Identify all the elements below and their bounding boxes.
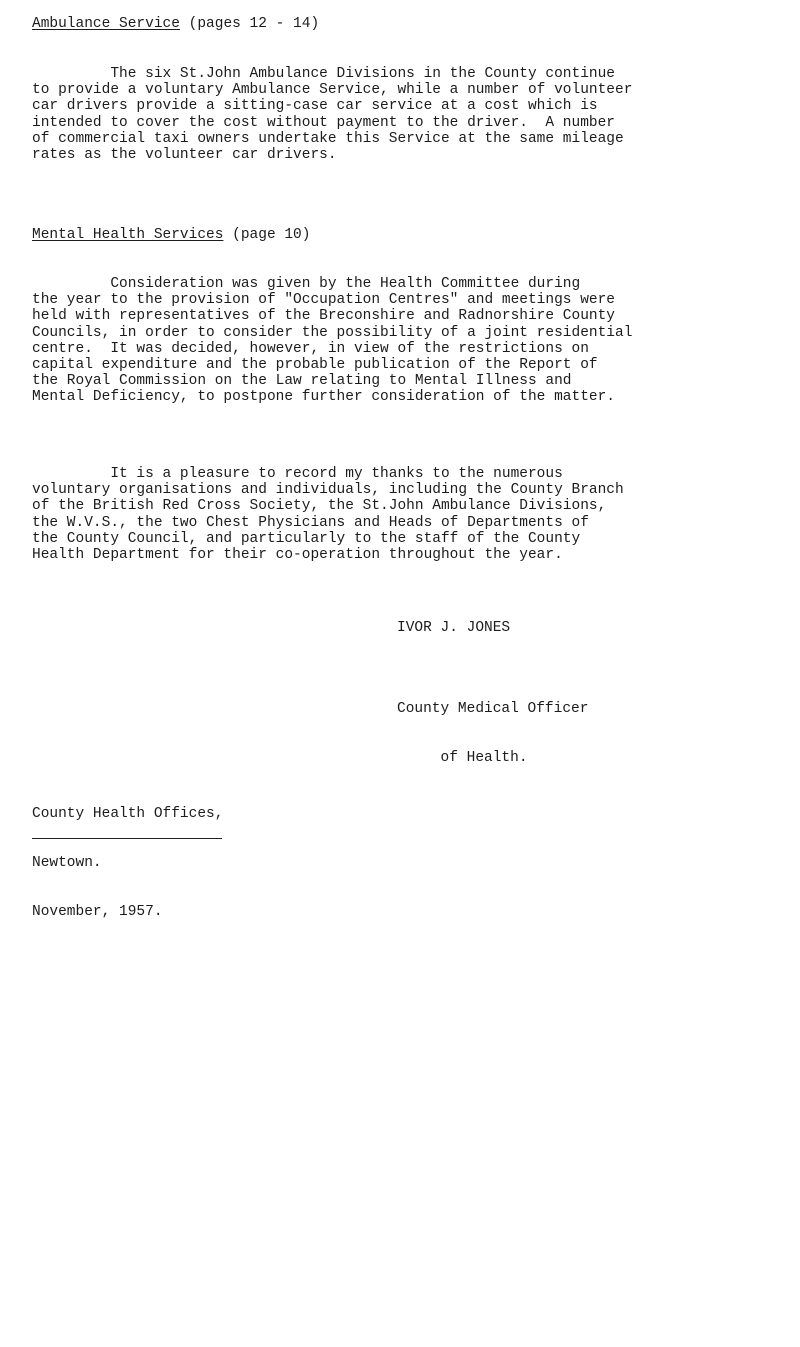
paragraph-line: Consideration was given by the Health Committee during bbox=[32, 276, 581, 292]
paragraph-line: The six St.John Ambulance Divisions in the County continue bbox=[32, 66, 615, 82]
mental-health-paragraph bbox=[32, 276, 772, 406]
mental-health-heading-ref: (page 10) bbox=[232, 227, 311, 243]
paragraph-line: car drivers provide a sitting-case car service at a cost which is bbox=[32, 98, 598, 115]
paragraph-line: of the British Red Cross Society, the St.John Ambulance Divisions, bbox=[32, 498, 607, 515]
address-block bbox=[32, 774, 223, 952]
acknowledgement-paragraph bbox=[32, 466, 772, 563]
paragraph-line: rates as the volunteer car drivers. bbox=[32, 147, 337, 164]
paragraph-line: capital expenditure and the probable publication of the Report of bbox=[32, 357, 598, 374]
paragraph-line: Councils, in order to consider the possibility of a joint residential bbox=[32, 324, 633, 341]
paragraph-line: the Royal Commission on the Law relating to Mental Illness and bbox=[32, 373, 572, 390]
address-line: County Health Offices, bbox=[32, 806, 224, 823]
paragraph-line: the W.V.S., the two Chest Physicians and Heads of Departments of bbox=[32, 514, 589, 531]
ambulance-service-heading bbox=[32, 16, 319, 32]
closing-rule bbox=[32, 838, 222, 839]
paragraph-line: Health Department for their co-operation throughout the year. bbox=[32, 547, 563, 564]
ambulance-service-heading-ref: (pages 12 - 14) bbox=[188, 16, 320, 32]
paragraph-line: to provide a voluntary Ambulance Service, while a number of volunteer bbox=[32, 82, 633, 99]
paragraph-line: voluntary organisations and individuals, including the County Branch bbox=[32, 482, 624, 499]
signature-title bbox=[397, 669, 588, 799]
mental-health-heading-title: Mental Health Services bbox=[32, 227, 224, 243]
paragraph-line: of commercial taxi owners undertake this Service at the same mileage bbox=[32, 130, 624, 147]
signature-title-line: County Medical Officer bbox=[397, 701, 589, 718]
ambulance-service-heading-title: Ambulance Service bbox=[32, 16, 180, 32]
mental-health-heading bbox=[32, 227, 310, 243]
paragraph-line: the County Council, and particularly to the staff of the County bbox=[32, 530, 581, 547]
paragraph-line: intended to cover the cost without payment to the driver. A number bbox=[32, 114, 615, 131]
signature-name: IVOR J. JONES bbox=[397, 620, 511, 636]
paragraph-line: It is a pleasure to record my thanks to the numerous bbox=[32, 466, 563, 482]
ambulance-service-paragraph bbox=[32, 66, 772, 163]
paragraph-line: centre. It was decided, however, in view of the restrictions on bbox=[32, 340, 589, 357]
paragraph-line: Mental Deficiency, to postpone further consideration of the matter. bbox=[32, 389, 615, 406]
paragraph-line: held with representatives of the Breconshire and Radnorshire County bbox=[32, 308, 615, 325]
date-line: November, 1957. bbox=[32, 903, 163, 920]
signature-title-line: of Health. bbox=[397, 750, 528, 767]
paragraph-line: the year to the provision of "Occupation Centres" and meetings were bbox=[32, 292, 615, 309]
address-line: Newtown. bbox=[32, 855, 102, 872]
